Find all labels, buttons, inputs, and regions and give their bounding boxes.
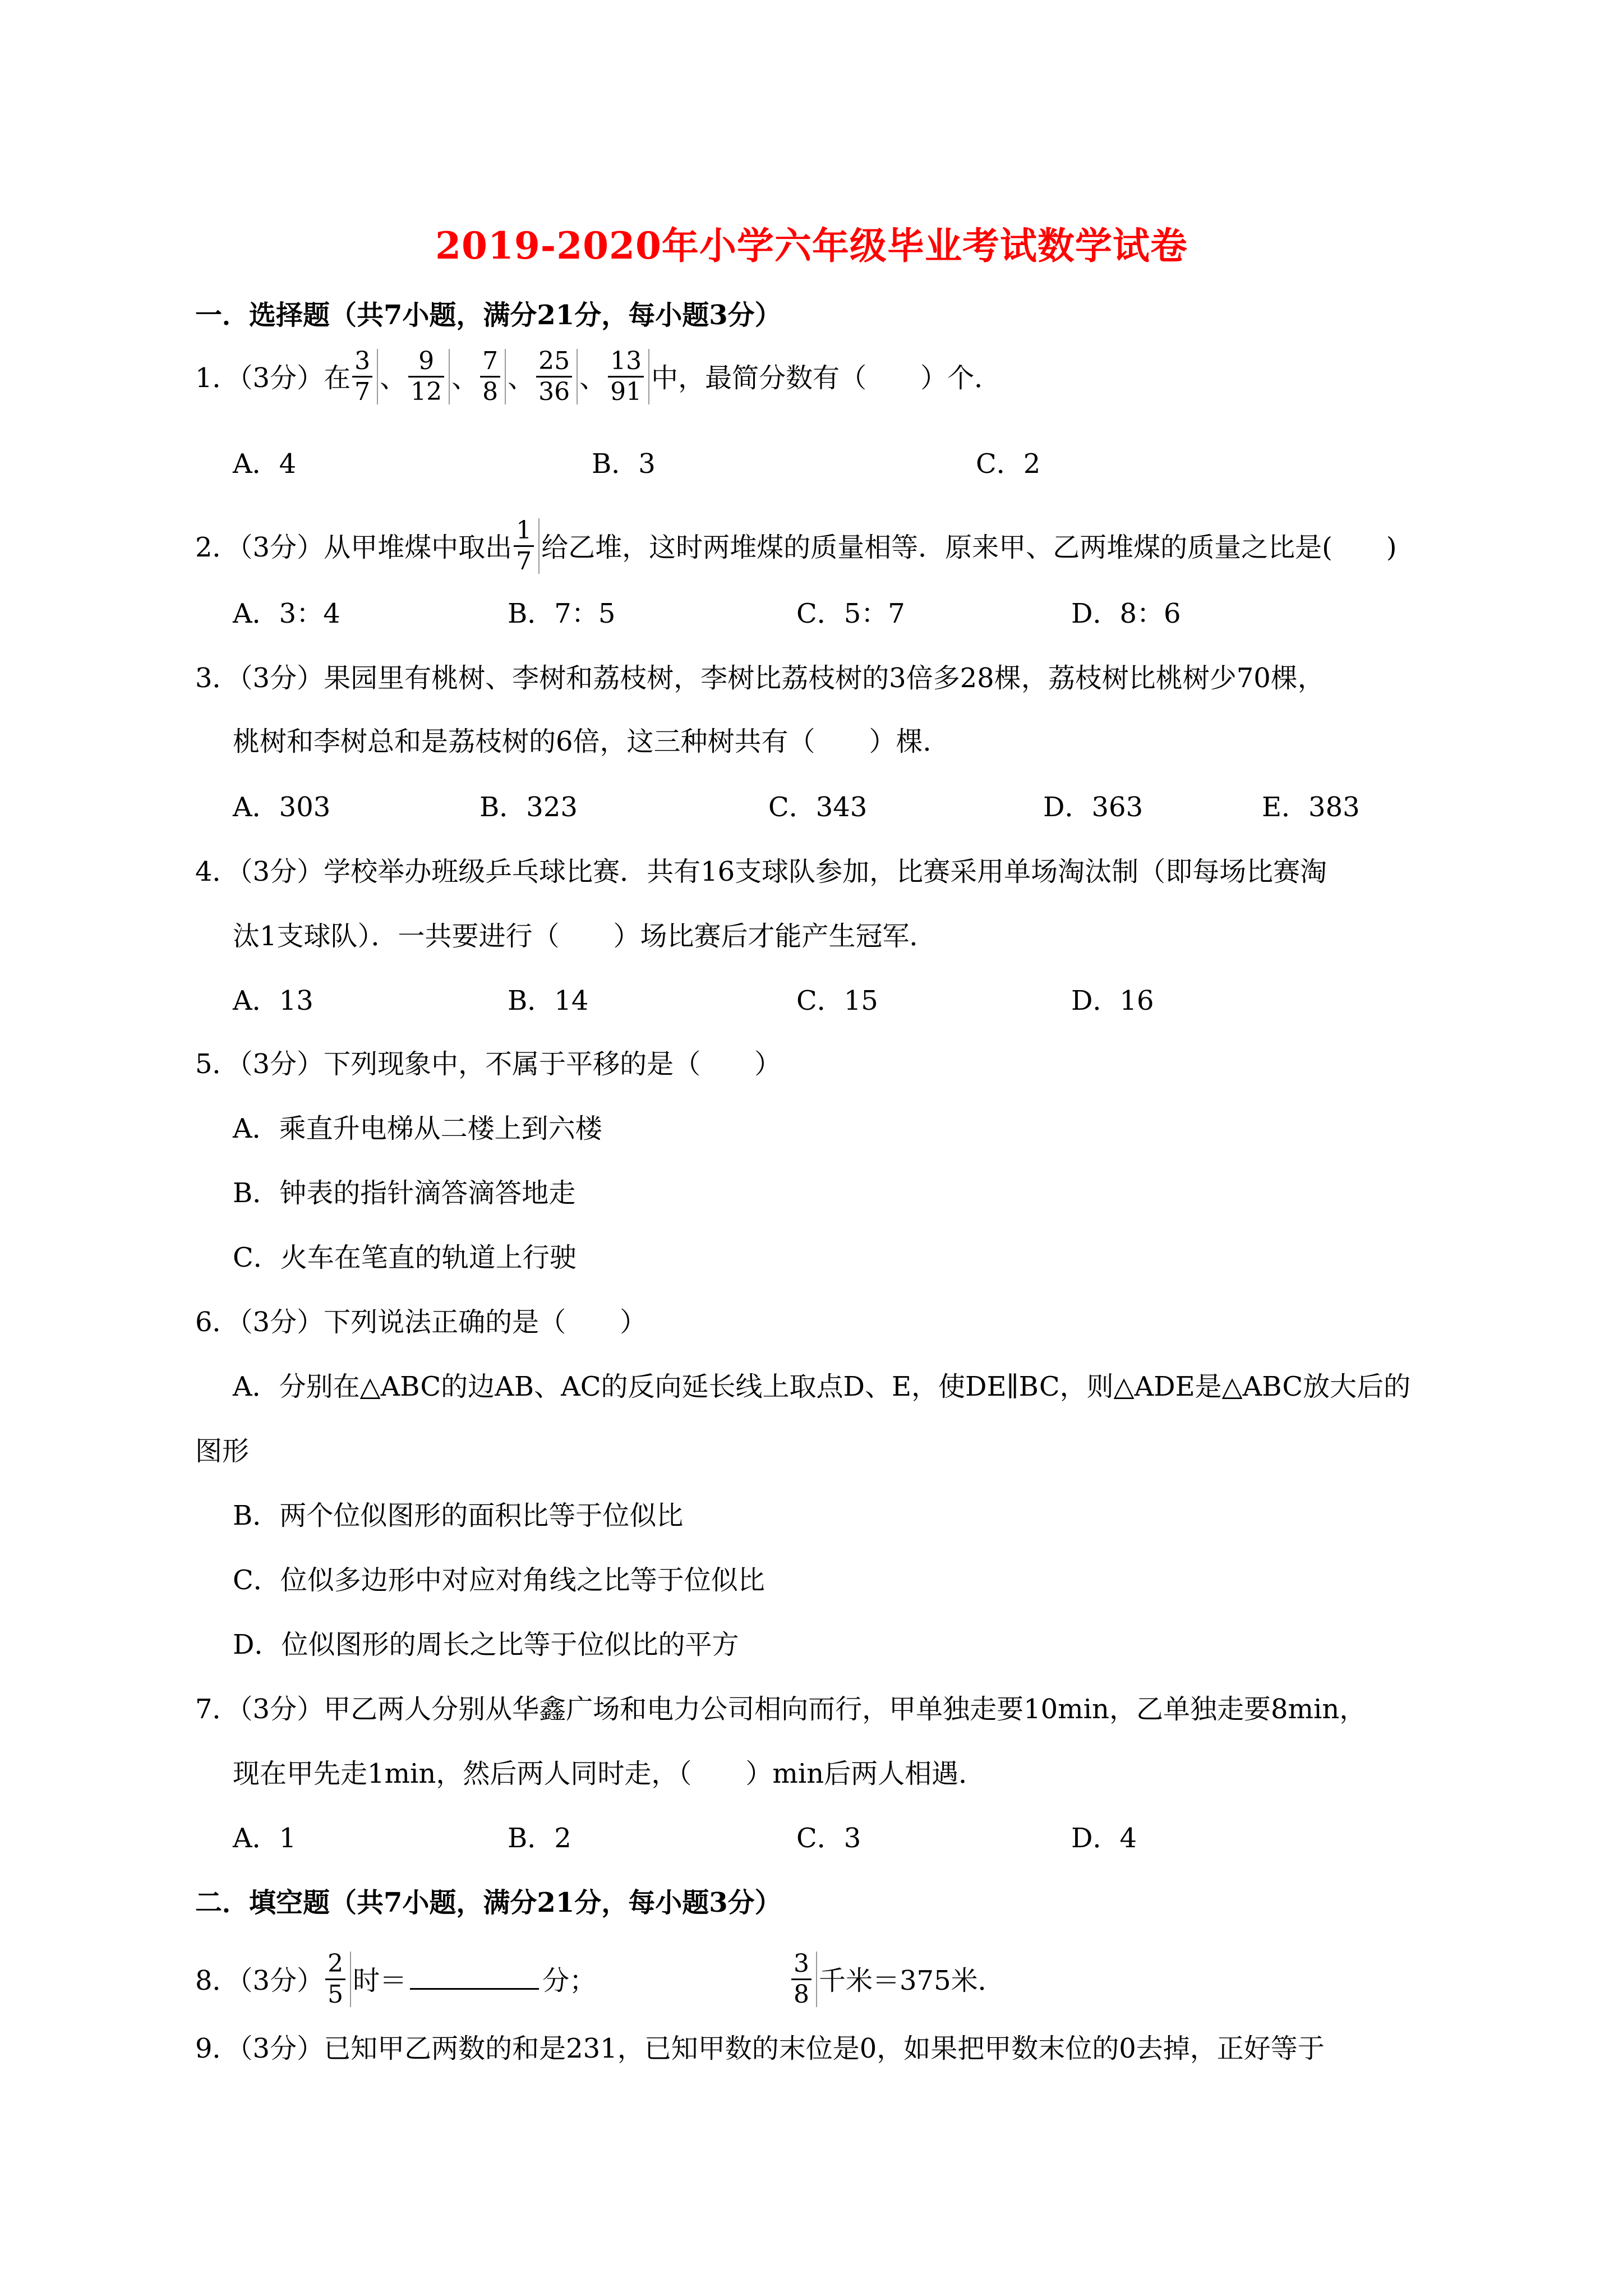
q6-option-b: B．两个位似图形的面积比等于位似比 <box>233 1500 684 1531</box>
q1-fraction-2: $\frac{9}{12}$ <box>408 349 450 404</box>
q4-option-c: C．15 <box>796 985 878 1016</box>
question-7-line-2: 现在甲先走1min，然后两人同时走，（ ）min后两人相遇． <box>233 1758 986 1789</box>
q1-option-a: A．4 <box>233 448 297 480</box>
q3-option-c: C．343 <box>768 792 868 823</box>
q4-option-a: A．13 <box>233 985 313 1016</box>
q2-option-b: B．7：5 <box>508 598 616 629</box>
q2-fraction: $\frac{1}{7}$ <box>514 518 540 574</box>
question-4-line-1: 4．（3分）学校举办班级乒乓球比赛．共有16支球队参加，比赛采用单场淘汰制（即每场比赛淘 <box>195 856 1327 887</box>
q2-option-d: D．8：6 <box>1071 598 1181 629</box>
q1-fraction-5: $\frac{13}{91}$ <box>608 349 649 404</box>
q8-answer-blank[interactable] <box>410 1967 539 1990</box>
q2-option-c: C．5：7 <box>796 598 905 629</box>
q1-fraction-1: $\frac{3}{7}$ <box>352 349 378 404</box>
q5-option-b: B．钟表的指针滴答滴答地走 <box>233 1177 576 1209</box>
q8-fraction-2: $\frac{3}{8}$ <box>791 1952 817 2007</box>
q8-fraction-1: $\frac{2}{5}$ <box>325 1952 351 2007</box>
question-6: 6．（3分）下列说法正确的是（ ） <box>195 1306 647 1338</box>
question-5: 5．（3分）下列现象中，不属于平移的是（ ） <box>195 1048 782 1080</box>
question-2: 2．（3分）从甲堆煤中取出 $\frac{1}{7}$ 给乙堆，这时两堆煤的质量相等．原来甲、乙两堆煤的质量之比是( ) <box>195 516 1397 576</box>
q5-option-c: C．火车在笔直的轨道上行驶 <box>233 1242 577 1273</box>
section-2-heading: 二．填空题（共7小题，满分21分，每小题3分） <box>195 1887 782 1918</box>
question-3-line-1: 3．（3分）果园里有桃树、李树和荔枝树，李树比荔枝树的3倍多28棵，荔枝树比桃树少70棵， <box>195 662 1325 694</box>
question-4-line-2: 汰1支球队）．一共要进行（ ）场比赛后才能产生冠军． <box>233 921 937 952</box>
q1-fraction-3: $\frac{7}{8}$ <box>480 349 506 404</box>
q3-option-a: A．303 <box>233 792 331 823</box>
q7-option-d: D．4 <box>1071 1823 1137 1854</box>
q1-option-b: B．3 <box>592 448 656 480</box>
q7-option-c: C．3 <box>796 1823 861 1854</box>
q4-option-b: B．14 <box>508 985 589 1016</box>
question-3-line-2: 桃树和李树总和是荔枝树的6倍，这三种树共有（ ）棵． <box>233 726 950 757</box>
q1-option-c: C．2 <box>976 448 1041 480</box>
q5-option-a: A．乘直升电梯从二楼上到六楼 <box>233 1113 602 1144</box>
q7-option-a: A．1 <box>233 1823 297 1854</box>
section-1-heading: 一．选择题（共7小题，满分21分，每小题3分） <box>195 300 782 331</box>
question-7-line-1: 7．（3分）甲乙两人分别从华鑫广场和电力公司相向而行，甲单独走要10min，乙单独走要8min， <box>195 1694 1367 1725</box>
question-1: 1．（3分）在 $\frac{3}{7}$ 、 $\frac{9}{12}$ 、 $\frac{7}{8}$ 、 $\frac{25}{36}$ 、 $\frac{13}{91}$ 中，最简分数有（ ）个． <box>195 347 1002 406</box>
q6-option-c: C．位似多边形中对应对角线之比等于位似比 <box>233 1565 765 1596</box>
q6-option-a-line-1: A．分别在△ABC的边AB、AC的反向延长线上取点D、E，使DE∥BC，则△ADE是△ABC放大后的 <box>233 1371 1411 1402</box>
q4-option-d: D．16 <box>1071 985 1154 1016</box>
q1-suffix: 中，最简分数有（ ）个． <box>651 362 1002 394</box>
exam-title: 2019-2020年小学六年级毕业考试数学试卷 <box>435 224 1188 268</box>
q1-prefix: 1．（3分）在 <box>195 362 351 394</box>
q6-option-a-line-2: 图形 <box>195 1435 250 1467</box>
q2-option-a: A．3：4 <box>233 598 340 629</box>
q1-fraction-4: $\frac{25}{36}$ <box>536 349 578 404</box>
q3-option-e: E．383 <box>1262 792 1360 823</box>
q3-option-d: D．363 <box>1043 792 1144 823</box>
question-9-line-1: 9．（3分）已知甲乙两数的和是231，已知甲数的末位是0，如果把甲数末位的0去掉，正好等于 <box>195 2033 1325 2064</box>
question-8-part-1: 8．（3分） $\frac{2}{5}$ 时＝ 分； <box>195 1949 597 2009</box>
q6-option-d: D．位似图形的周长之比等于位似比的平方 <box>233 1629 739 1660</box>
q7-option-b: B．2 <box>508 1823 571 1854</box>
q3-option-b: B．323 <box>479 792 578 823</box>
question-8-part-2: $\frac{3}{8}$ 千米＝375米． <box>790 1955 1005 2010</box>
